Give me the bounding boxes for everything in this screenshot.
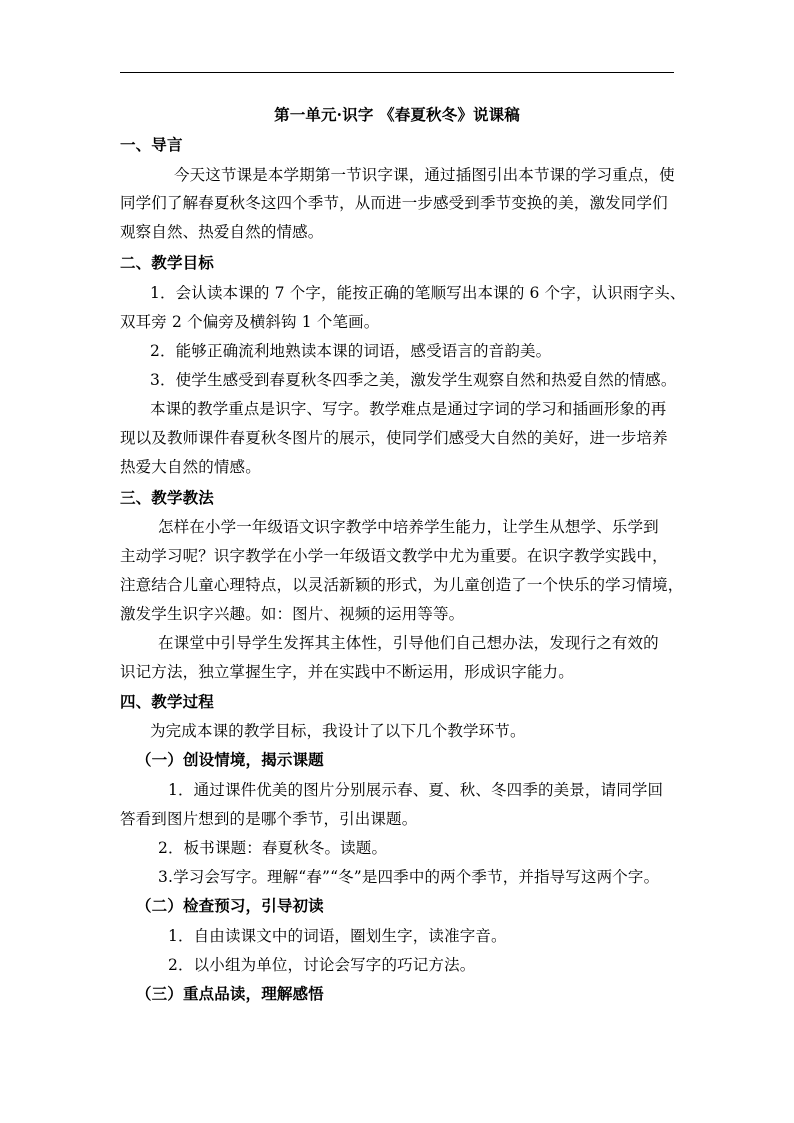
paragraph-line: 注意结合儿童心理特点，以灵活新颖的形式，为儿童创造了一个快乐的学习情境， — [120, 576, 684, 594]
paragraph-line: 观察自然、热爱自然的情感。 — [120, 223, 324, 241]
paragraph-line: 主动学习呢？识字教学在小学一年级语文教学中尤为重要。在识字教学实践中， — [120, 547, 668, 565]
paragraph-line: 2．板书课题：春夏秋冬。读题。 — [158, 839, 388, 857]
section-heading-intro: 一、导言 — [120, 135, 183, 154]
paragraph-line: 2．以小组为单位，讨论会写字的巧记方法。 — [168, 956, 476, 974]
paragraph-line: 识记方法，独立掌握生字，并在实践中不断运用，形成识字能力。 — [120, 663, 574, 681]
paragraph-line: 1．自由读课文中的词语，圈划生字，读准字音。 — [168, 927, 507, 945]
paragraph-line: 答看到图片想到的是哪个季节，引出课题。 — [120, 810, 418, 828]
header-rule — [120, 72, 674, 73]
section-heading-methods: 三、教学教法 — [120, 488, 214, 507]
document-title: 第一单元·识字 《春夏秋冬》说课稿 — [274, 105, 520, 124]
paragraph-line: 为完成本课的教学目标，我设计了以下几个教学环节。 — [150, 722, 526, 740]
paragraph-line: 今天这节课是本学期第一节识字课，通过插图引出本节课的学习重点，使 — [174, 166, 675, 184]
section-heading-process: 四、教学过程 — [120, 692, 214, 711]
paragraph-line: 同学们了解春夏秋冬这四个季节，从而进一步感受到季节变换的美，激发同学们 — [120, 194, 668, 212]
subsection-heading-3: （三）重点品读，理解感悟 — [136, 984, 324, 1003]
paragraph-line: 双耳旁 2 个偏旁及横斜钩 1 个笔画。 — [120, 313, 380, 331]
paragraph-line: 2．能够正确流利地熟读本课的词语，感受语言的音韵美。 — [150, 342, 552, 360]
paragraph-line: 3.学习会写字。理解“春”“冬”是四季中的两个季节，并指导写这两个字。 — [158, 868, 660, 886]
section-heading-goals: 二、教学目标 — [120, 253, 214, 272]
paragraph-line: 1．通过课件优美的图片分别展示春、夏、秋、冬四季的美景，请同学回 — [168, 781, 664, 799]
paragraph-line: 3．使学生感受到春夏秋冬四季之美，激发学生观察自然和热爱自然的情感。 — [150, 371, 677, 389]
paragraph-line: 现以及教师课件春夏秋冬图片的展示，使同学们感受大自然的美好，进一步培养 — [120, 429, 668, 447]
subsection-heading-1: （一）创设情境，揭示课题 — [136, 750, 324, 769]
paragraph-line: 怎样在小学一年级语文识字教学中培养学生能力，让学生从想学、乐学到 — [158, 518, 659, 536]
paragraph-line: 激发学生识字兴趣。如：图片、视频的运用等等。 — [120, 605, 465, 623]
paragraph-line: 本课的教学重点是识字、写字。教学难点是通过字词的学习和插画形象的再 — [150, 400, 667, 418]
paragraph-line: 1．会认读本课的 7 个字，能按正确的笔顺写出本课的 6 个字，认识雨字头、 — [150, 284, 686, 302]
paragraph-line: 在课堂中引导学生发挥其主体性，引导他们自己想办法，发现行之有效的 — [158, 634, 659, 652]
paragraph-line: 热爱大自然的情感。 — [120, 458, 261, 476]
subsection-heading-2: （二）检查预习，引导初读 — [136, 896, 324, 915]
